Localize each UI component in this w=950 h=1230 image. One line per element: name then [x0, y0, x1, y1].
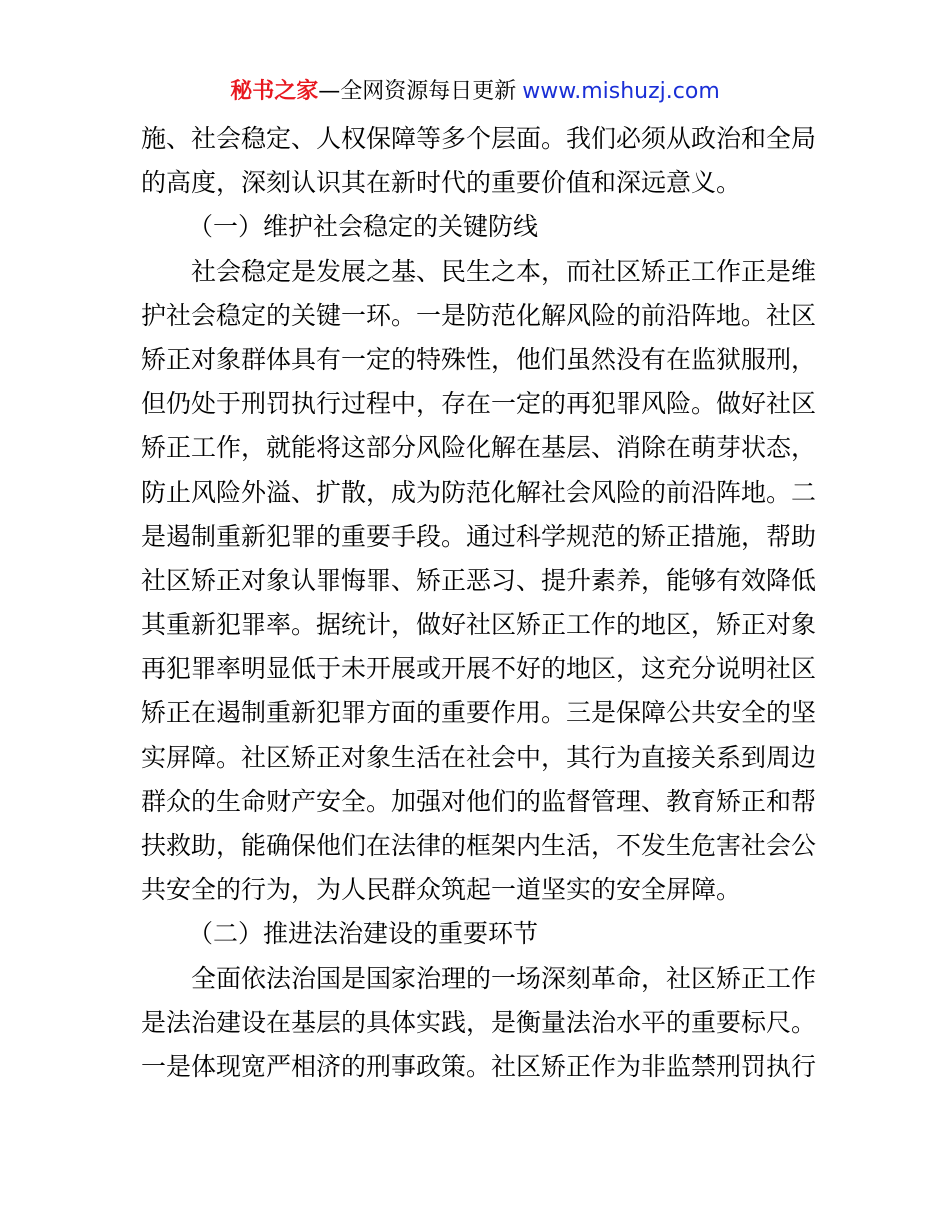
text-line: 社区矫正对象认罪悔罪、矫正恶习、提升素养，能够有效降低 — [141, 565, 817, 595]
text-line: 护社会稳定的关键一环。一是防范化解风险的前沿阵地。社区 — [141, 300, 817, 330]
text-line: 群众的生命财产安全。加强对他们的监督管理、教育矫正和帮 — [141, 786, 817, 816]
text-line: 实屏障。社区矫正对象生活在社会中，其行为直接关系到周边 — [141, 742, 817, 772]
text-line: 矫正在遏制重新犯罪方面的重要作用。三是保障公共安全的坚 — [141, 698, 817, 728]
text-line: 全面依法治国是国家治理的一场深刻革命，社区矫正工作 — [191, 963, 817, 993]
section-heading-1: （一）维护社会稳定的关键防线 — [188, 212, 539, 242]
text-line: 是法治建设在基层的具体实践，是衡量法治水平的重要标尺。 — [141, 1007, 817, 1037]
text-line: 社会稳定是发展之基、民生之本，而社区矫正工作正是维 — [191, 256, 817, 286]
document-body — [141, 117, 817, 1089]
site-url-link[interactable]: www.mishuzj.com — [522, 79, 720, 104]
text-line: 一是体现宽严相济的刑事政策。社区矫正作为非监禁刑罚执行 — [141, 1051, 817, 1081]
text-line: 其重新犯罪率。据统计，做好社区矫正工作的地区，矫正对象 — [141, 610, 817, 640]
section-heading-2: （二）推进法治建设的重要环节 — [188, 919, 539, 949]
brand-name: 秘书之家 — [230, 79, 319, 104]
text-line: 但仍处于刑罚执行过程中，存在一定的再犯罪风险。做好社区 — [141, 389, 817, 419]
text-line: 防止风险外溢、扩散，成为防范化解社会风险的前沿阵地。二 — [141, 477, 817, 507]
text-line: 再犯罪率明显低于未开展或开展不好的地区，这充分说明社区 — [141, 654, 817, 684]
text-line: 共安全的行为，为人民群众筑起一道坚实的安全屏障。 — [141, 875, 742, 905]
header-slogan: —全网资源每日更新 — [318, 79, 517, 104]
site-header — [0, 76, 950, 108]
text-line: 的高度，深刻认识其在新时代的重要价值和深远意义。 — [141, 168, 742, 198]
text-line: 扶救助，能确保他们在法律的框架内生活，不发生危害社会公 — [141, 831, 817, 860]
text-line: 施、社会稳定、人权保障等多个层面。我们必须从政治和全局 — [141, 124, 817, 153]
text-line: 是遏制重新犯罪的重要手段。通过科学规范的矫正措施，帮助 — [141, 521, 817, 551]
text-line: 矫正对象群体具有一定的特殊性，他们虽然没有在监狱服刑， — [141, 344, 817, 374]
text-line: 矫正工作，就能将这部分风险化解在基层、消除在萌芽状态， — [141, 433, 817, 463]
